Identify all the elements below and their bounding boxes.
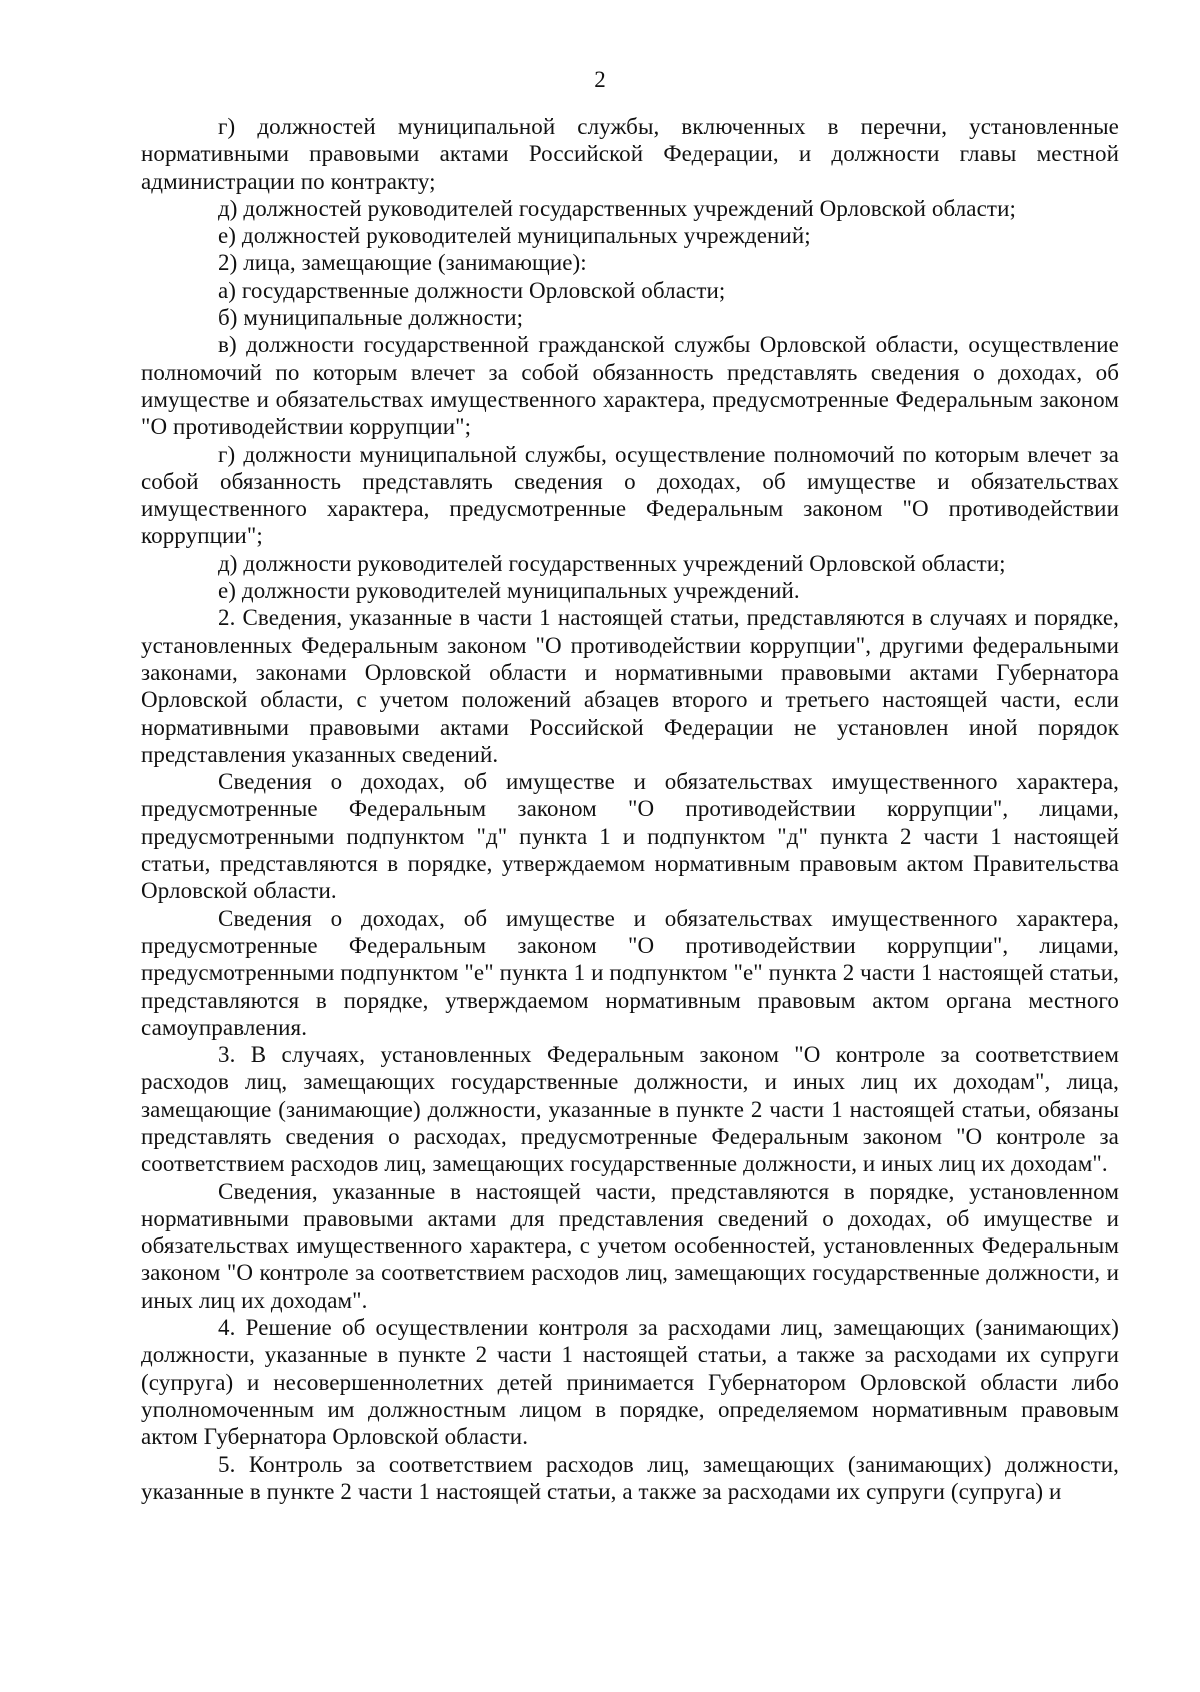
paragraph: е) должностей руководителей муниципальных учреждений; — [218, 223, 811, 249]
paragraph: 5. Контроль за соответствием расходов лиц, замещающих (занимающих) должности, указанные в пункте 2 части 1 настоящей статьи, а также за расходами их супруги (супруга) и — [141, 1451, 1119, 1504]
paragraph: б) муниципальные должности; — [218, 305, 524, 331]
paragraph: а) государственные должности Орловской области; — [218, 277, 726, 303]
paragraph: д) должности руководителей государственных учреждений Орловской области; — [218, 550, 1006, 576]
paragraph: 2) лица, замещающие (занимающие): — [218, 250, 587, 276]
paragraph: г) должности муниципальной службы, осуществление полномочий по которым влечет за собой обязанность представлять сведения о доходах, об имуществе и обязательствах имущественного характера, предусмотренные Федеральным законом "О противодействии коррупции"; — [141, 441, 1119, 549]
paragraph: Сведения, указанные в настоящей части, представляются в порядке, установленном нормативными правовыми актами для представления сведений о доходах, об имуществе и обязательствах имущественного характера, с учетом особенностей, установленных Федеральным законом "О контроле за соответствием расходов лиц, замещающих государственные должности, и иных лиц их доходам". — [141, 1178, 1119, 1313]
paragraph: д) должностей руководителей государственных учреждений Орловской области; — [218, 195, 1016, 221]
paragraph: 2. Сведения, указанные в части 1 настоящей статьи, представляются в случаях и порядке, установленных Федеральным законом "О противодействии коррупции", другими федеральными законами, законами Орловской области и нормативными правовыми актами Губернатора Орловской области, с учетом положений абзацев второго и третьего настоящей части, если нормативными правовыми актами Российской Федерации не установлен иной порядок представления указанных сведений. — [141, 605, 1119, 767]
paragraph: Сведения о доходах, об имуществе и обязательствах имущественного характера, предусмотренные Федеральным законом "О противодействии коррупции", лицами, предусмотренными подпунктом "д" пункта 1 и подпунктом "д" пункта 2 части 1 настоящей статьи, представляются в порядке, утверждаемом нормативным правовым актом Правительства Орловской области. — [141, 769, 1119, 904]
page-number: 2 — [594, 67, 606, 92]
paragraph: е) должности руководителей муниципальных учреждений. — [218, 578, 800, 604]
document-body — [141, 113, 1119, 1505]
paragraph: 4. Решение об осуществлении контроля за расходами лиц, замещающих (занимающих) должности, указанные в пункте 2 части 1 настоящей статьи, а также за расходами их супруги (супруга) и несовершеннолетних детей принимается Губернатором Орловской области либо уполномоченным им должностным лицом в порядке, определяемом нормативным правовым актом Губернатора Орловской области. — [141, 1315, 1119, 1450]
paragraph: 3. В случаях, установленных Федеральным законом "О контроле за соответствием расходов лиц, замещающих государственные должности, и иных лиц их доходам", лица, замещающие (занимающие) должности, указанные в пункте 2 части 1 настоящей статьи, обязаны представлять сведения о расходах, предусмотренные Федеральным законом "О контроле за соответствием расходов лиц, замещающих государственные должности, и иных лиц их доходам". — [141, 1042, 1119, 1177]
paragraph: г) должностей муниципальной службы, включенных в перечни, установленные нормативными правовыми актами Российской Федерации, и должности главы местной администрации по контракту; — [141, 114, 1119, 194]
paragraph: Сведения о доходах, об имуществе и обязательствах имущественного характера, предусмотренные Федеральным законом "О противодействии коррупции", лицами, предусмотренными подпунктом "е" пункта 1 и подпунктом "е" пункта 2 части 1 настоящей статьи, представляются в порядке, утверждаемом нормативным правовым актом органа местного самоуправления. — [141, 905, 1119, 1040]
paragraph: в) должности государственной гражданской службы Орловской области, осуществление полномочий по которым влечет за собой обязанность представлять сведения о доходах, об имуществе и обязательствах имущественного характера, предусмотренные Федеральным законом "О противодействии коррупции"; — [141, 332, 1119, 440]
